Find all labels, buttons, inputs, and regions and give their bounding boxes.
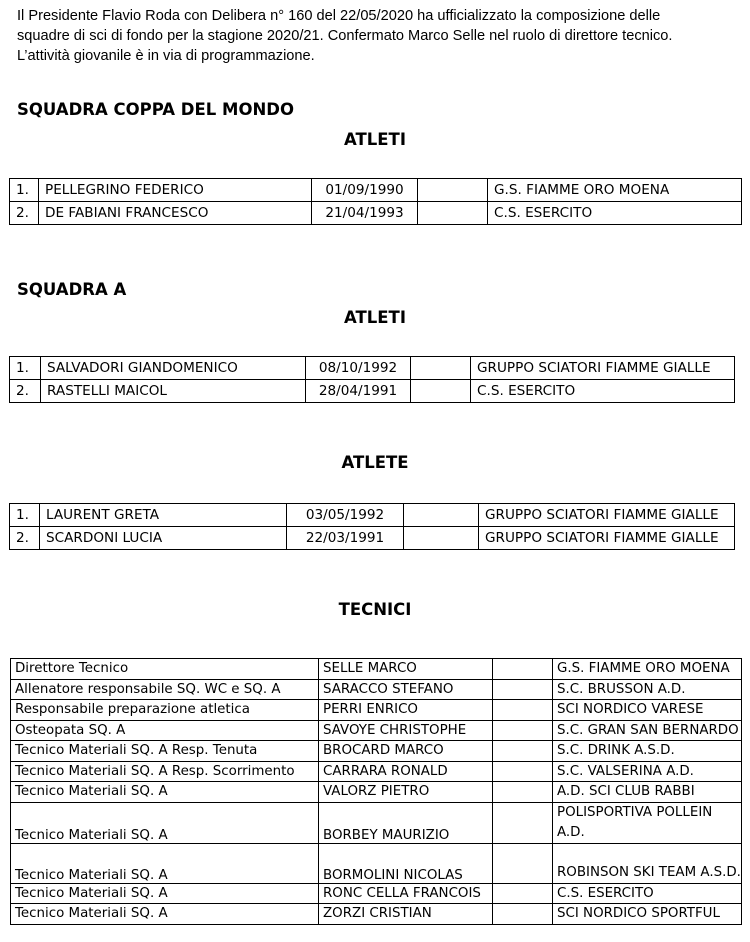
empty-cell [418,179,488,202]
empty-cell [418,202,488,225]
birth-date: 08/10/1992 [306,357,411,380]
empty-cell [493,720,553,741]
staff-name: SARACCO STEFANO [319,679,493,700]
club-name: POLISPORTIVA POLLEIN A.D. [553,802,742,843]
club-name: C.S. ESERCITO [553,883,742,904]
intro-line: squadre di sci di fondo per la stagione 2020/21. Confermato Marco Selle nel ruolo di direttore tecnico. [17,28,673,44]
staff-name: SELLE MARCO [319,659,493,680]
club-name: GRUPPO SCIATORI FIAMME GIALLE [479,527,735,550]
empty-cell [411,380,471,403]
staff-name: RONC CELLA FRANCOIS [319,883,493,904]
table-row [11,700,742,721]
staff-name: BORMOLINI NICOLAS [319,843,493,883]
staff-name: BROCARD MARCO [319,741,493,762]
staff-name: VALORZ PIETRO [319,782,493,803]
club-name: GRUPPO SCIATORI FIAMME GIALLE [471,357,735,380]
section-title-squadra-a: SQUADRA A [17,280,127,299]
club-name: S.C. GRAN SAN BERNARDO [553,720,742,741]
table-row [11,904,742,925]
staff-role: Tecnico Materiali SQ. A [11,883,319,904]
club-name: S.C. VALSERINA A.D. [553,761,742,782]
table-row [10,504,735,527]
athlete-name: RASTELLI MAICOL [41,380,306,403]
empty-cell [493,802,553,843]
empty-cell [493,904,553,925]
athlete-name: DE FABIANI FRANCESCO [39,202,312,225]
intro-paragraph [17,6,742,66]
club-name: A.D. SCI CLUB RABBI [553,782,742,803]
athlete-name: SALVADORI GIANDOMENICO [41,357,306,380]
club-name: G.S. FIAMME ORO MOENA [488,179,742,202]
staff-role: Tecnico Materiali SQ. A [11,904,319,925]
staff-role: Tecnico Materiali SQ. A Resp. Tenuta [11,741,319,762]
staff-role: Responsabile preparazione atletica [11,700,319,721]
empty-cell [411,357,471,380]
table-row [11,802,742,843]
staff-name: BORBEY MAURIZIO [319,802,493,843]
row-number: 1. [10,357,41,380]
staff-name: CARRARA RONALD [319,761,493,782]
intro-line: Il Presidente Flavio Roda con Delibera n° 160 del 22/05/2020 ha ufficializzato la composizione delle [17,8,661,24]
table-row [11,679,742,700]
staff-role: Direttore Tecnico [11,659,319,680]
club-name: C.S. ESERCITO [488,202,742,225]
table-row [10,380,735,403]
birth-date: 21/04/1993 [312,202,418,225]
empty-cell [493,700,553,721]
row-number: 2. [10,527,40,550]
club-name: C.S. ESERCITO [471,380,735,403]
staff-role: Tecnico Materiali SQ. A [11,782,319,803]
table-row [11,741,742,762]
heading-atleti-wc: ATLETI [344,130,406,149]
athlete-name: SCARDONI LUCIA [40,527,287,550]
heading-tecnici: TECNICI [338,600,412,619]
table-atleti-wc [9,178,742,225]
table-row [10,179,742,202]
heading-atleti-a: ATLETI [344,308,406,327]
club-name: S.C. DRINK A.S.D. [553,741,742,762]
table-row [11,659,742,680]
empty-cell [493,659,553,680]
table-row [11,761,742,782]
table-row [10,527,735,550]
section-title-coppa-del-mondo: SQUADRA COPPA DEL MONDO [17,100,295,119]
intro-line: L’attività giovanile è in via di programmazione. [17,48,315,64]
athlete-name: LAURENT GRETA [40,504,287,527]
empty-cell [404,504,479,527]
staff-role: Tecnico Materiali SQ. A Resp. Scorrimento [11,761,319,782]
row-number: 1. [10,504,40,527]
birth-date: 28/04/1991 [306,380,411,403]
staff-name: ZORZI CRISTIAN [319,904,493,925]
table-atleti-a [9,356,735,403]
row-number: 1. [10,179,39,202]
table-atlete-a [9,503,735,550]
table-row [11,782,742,803]
empty-cell [493,761,553,782]
staff-role: Osteopata SQ. A [11,720,319,741]
birth-date: 22/03/1991 [287,527,404,550]
heading-atlete-a: ATLETE [341,453,409,472]
staff-name: PERRI ENRICO [319,700,493,721]
empty-cell [493,843,553,883]
empty-cell [493,883,553,904]
table-row [10,202,742,225]
birth-date: 01/09/1990 [312,179,418,202]
table-row [11,883,742,904]
birth-date: 03/05/1992 [287,504,404,527]
table-row [11,843,742,883]
club-name: S.C. BRUSSON A.D. [553,679,742,700]
staff-name: SAVOYE CHRISTOPHE [319,720,493,741]
staff-role: Tecnico Materiali SQ. A [11,843,319,883]
empty-cell [493,741,553,762]
staff-role: Allenatore responsabile SQ. WC e SQ. A [11,679,319,700]
club-name: G.S. FIAMME ORO MOENA [553,659,742,680]
club-name: SCI NORDICO SPORTFUL [553,904,742,925]
athlete-name: PELLEGRINO FEDERICO [39,179,312,202]
club-name: SCI NORDICO VARESE [553,700,742,721]
empty-cell [493,679,553,700]
row-number: 2. [10,202,39,225]
table-row [10,357,735,380]
empty-cell [493,782,553,803]
club-name: GRUPPO SCIATORI FIAMME GIALLE [479,504,735,527]
row-number: 2. [10,380,41,403]
staff-role: Tecnico Materiali SQ. A [11,802,319,843]
club-name: ROBINSON SKI TEAM A.S.D. [553,843,742,883]
empty-cell [404,527,479,550]
table-tecnici [10,658,742,925]
table-row [11,720,742,741]
